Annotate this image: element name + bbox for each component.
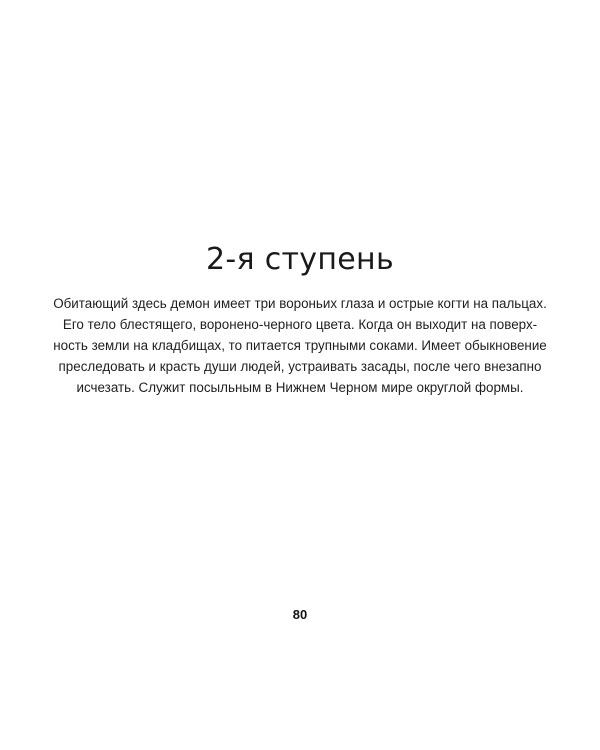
body-paragraph bbox=[36, 293, 564, 398]
paragraph-line: Его тело блестящего, вороненo-черного цвета. Когда он выходит на поверх- bbox=[62, 317, 538, 332]
page-number: 80 bbox=[292, 607, 308, 622]
page-heading: 2-я ступень bbox=[206, 242, 394, 277]
paragraph-line: преследовать и красть души людей, устраивать засады, после чего внезапно bbox=[58, 359, 542, 374]
paragraph-line: Обитающий здесь демон имеет три вороньих глаза и острые когти на пальцах. bbox=[53, 296, 547, 311]
paragraph-line: ность земли на кладбищах, то питается трупными соками. Имеет обыкновение bbox=[53, 338, 547, 353]
paragraph-line: исчезать. Служит посыльным в Нижнем Черном мире округлой формы. bbox=[76, 380, 524, 395]
